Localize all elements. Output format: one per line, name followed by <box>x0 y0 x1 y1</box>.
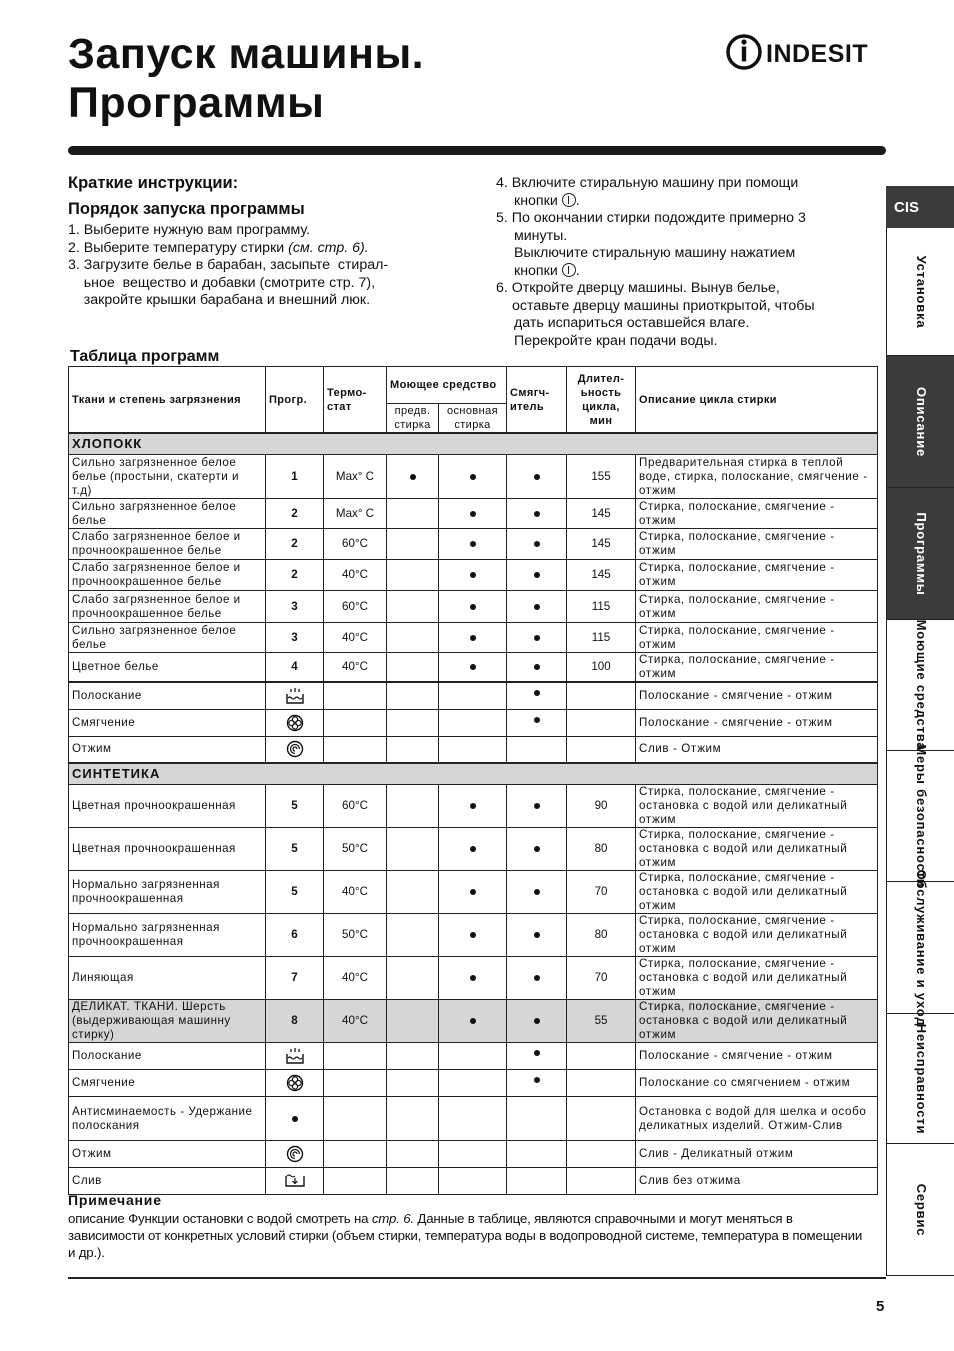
bullet-dot <box>534 511 540 517</box>
spin-icon <box>266 1141 324 1168</box>
table-row <box>69 455 878 499</box>
fabric-cell: Сильно загрязненное белое белье <box>69 499 266 529</box>
softener-cell <box>507 1097 567 1141</box>
spin-icon <box>266 736 324 763</box>
fabric-cell: Цветная прочноокрашенная <box>69 828 266 871</box>
mainwash-cell <box>439 529 507 560</box>
prog-cell: 2 <box>266 560 324 591</box>
prog-cell: 3 <box>266 623 324 653</box>
softener-cell <box>507 871 567 914</box>
duration-cell: 80 <box>567 914 636 957</box>
col-prewash: предв. стирка <box>387 404 439 434</box>
bullet-dot <box>470 846 476 852</box>
col-thermo: Термо-стат <box>324 367 387 434</box>
instruction-line: кнопки . <box>514 192 580 209</box>
prewash-cell <box>387 623 439 653</box>
table-row <box>69 1000 878 1043</box>
mainwash-cell <box>439 914 507 957</box>
duration-cell: 100 <box>567 653 636 683</box>
table-row <box>69 914 878 957</box>
prog-cell: 2 <box>266 529 324 560</box>
note-text: описание Функции остановки с водой смотреть на стр. 6. Данные в таблице, являются справочными и могут меняться в зависимости от конкретных условий стирки (объем стирки, температура воды в водопроводной системе, температура в помещении и др.). <box>68 1211 863 1261</box>
temp-cell: 60°C <box>324 785 387 828</box>
bullet-dot <box>534 1018 540 1024</box>
temp-cell: 40°C <box>324 871 387 914</box>
sidebar-item-label: Установка <box>914 255 929 328</box>
temp-cell: 40°C <box>324 653 387 683</box>
bullet-dot <box>534 932 540 938</box>
prog-cell: 2 <box>266 499 324 529</box>
instruction-line: ьное вещество и добавки (смотрите стр. 7), <box>68 274 376 291</box>
fabric-cell: Сильно загрязненное белое белье (простыни, скатерти и т.д) <box>69 455 266 499</box>
bullet-dot <box>470 541 476 547</box>
table-row <box>69 828 878 871</box>
bullet-dot <box>534 635 540 641</box>
desc-cell: Стирка, полоскание, смягчение - остановка с водой или деликатный отжим <box>636 914 878 957</box>
sidebar-item-label: Описание <box>914 386 929 457</box>
instructions-heading: Краткие инструкции: <box>68 174 239 192</box>
sidebar-item-label: Программы <box>914 511 929 596</box>
bullet-dot <box>534 690 540 696</box>
softener-icon <box>266 709 324 736</box>
desc-cell: Стирка, полоскание, смягчение - отжим <box>636 529 878 560</box>
prog-cell: 1 <box>266 455 324 499</box>
desc-cell: Полоскание со смягчением - отжим <box>636 1070 878 1097</box>
power-icon <box>562 193 576 207</box>
desc-cell: Полоскание - смягчение - отжим <box>636 709 878 736</box>
instruction-line: оставьте дверцу машины приоткрытой, чтобы <box>512 297 815 314</box>
temp-cell: 40°C <box>324 1000 387 1043</box>
sidebar-item[interactable] <box>887 356 954 488</box>
bullet-dot <box>534 474 540 480</box>
instruction-line: 4. Включите стиральную машину при помощи <box>496 175 799 191</box>
duration-cell: 55 <box>567 1000 636 1043</box>
bullet-dot <box>534 1050 540 1056</box>
desc-cell: Стирка, полоскание, смягчение - отжим <box>636 560 878 591</box>
prog-cell: 7 <box>266 957 324 1000</box>
bullet-dot <box>470 803 476 809</box>
softener-cell <box>507 1043 567 1070</box>
sidebar-item-label: Меры безопасности <box>914 744 929 888</box>
prewash-cell <box>387 560 439 591</box>
mainwash-cell <box>439 653 507 683</box>
bullet-dot <box>470 1018 476 1024</box>
bullet-dot <box>470 474 476 480</box>
instruction-line: 2. Выберите температуру стирки (см. стр. 6). <box>68 239 369 256</box>
softener-cell <box>507 1000 567 1043</box>
desc-cell: Стирка, полоскание, смягчение - остановка с водой или деликатный отжим <box>636 828 878 871</box>
mainwash-cell <box>439 455 507 499</box>
fabric-cell: Смягчение <box>69 1070 266 1097</box>
bullet-dot <box>534 975 540 981</box>
temp-cell: 60°C <box>324 591 387 623</box>
instruction-line: дать испариться оставшейся влаге. <box>514 315 750 331</box>
fabric-cell: Полоскание <box>69 1043 266 1070</box>
bullet-dot <box>534 572 540 578</box>
instruction-line: Выключите стиральную машину нажатием <box>514 245 796 261</box>
language-tab[interactable]: CIS <box>886 186 954 228</box>
instruction-line: 3. Загрузите белье в барабан, засыпьте стирал- <box>68 257 389 273</box>
bullet-dot <box>470 604 476 610</box>
bullet-dot <box>534 717 540 723</box>
desc-cell: Стирка, полоскание, смягчение - отжим <box>636 623 878 653</box>
desc-cell: Полоскание - смягчение - отжим <box>636 682 878 709</box>
bullet-dot <box>534 541 540 547</box>
desc-cell: Стирка, полоскание, смягчение - остановка с водой или деликатный отжим <box>636 871 878 914</box>
fabric-cell: Смягчение <box>69 709 266 736</box>
duration-cell: 145 <box>567 529 636 560</box>
instruction-line: 5. По окончании стирки подождите примерно 3 <box>496 210 806 226</box>
softener-cell <box>507 736 567 763</box>
fabric-cell: Слабо загрязненное белое и прочноокрашенное белье <box>69 560 266 591</box>
softener-cell <box>507 455 567 499</box>
mainwash-cell <box>439 871 507 914</box>
bullet-dot <box>534 889 540 895</box>
dot <box>266 1097 324 1141</box>
mainwash-cell <box>439 785 507 828</box>
bullet-dot <box>534 604 540 610</box>
duration-cell: 70 <box>567 871 636 914</box>
bullet-dot <box>470 889 476 895</box>
fabric-cell: Линяющая <box>69 957 266 1000</box>
bullet-dot <box>534 803 540 809</box>
desc-cell: Стирка, полоскание, смягчение - отжим <box>636 591 878 623</box>
mainwash-cell <box>439 560 507 591</box>
col-detergent: Моющее средство <box>387 367 507 404</box>
duration-cell: 70 <box>567 957 636 1000</box>
fabric-cell: Отжим <box>69 1141 266 1168</box>
section-sidebar <box>886 186 954 1276</box>
mainwash-cell <box>439 499 507 529</box>
table-row <box>69 1168 878 1195</box>
section-cotton: ХЛОПОКК <box>69 433 878 455</box>
page-number: 5 <box>876 1298 885 1315</box>
fabric-cell: Нормально загрязненная прочноокрашенная <box>69 871 266 914</box>
section-synthetics: СИНТЕТИКА <box>69 763 878 785</box>
desc-cell: Стирка, полоскание, смягчение - отжим <box>636 499 878 529</box>
temp-cell: Max° C <box>324 499 387 529</box>
instruction-line: кнопки . <box>514 262 580 279</box>
table-row <box>69 709 878 736</box>
prog-cell: 6 <box>266 914 324 957</box>
footer-rule <box>68 1277 886 1279</box>
fabric-cell: Слив <box>69 1168 266 1195</box>
fabric-cell: ДЕЛИКАТ. ТКАНИ. Шерсть (выдерживающая машинну стирку) <box>69 1000 266 1043</box>
temp-cell: Max° C <box>324 455 387 499</box>
table-row <box>69 1070 878 1097</box>
softener-cell <box>507 828 567 871</box>
table-row <box>69 1097 878 1141</box>
indesit-logo <box>726 31 891 75</box>
col-fabric: Ткани и степень загрязнения <box>69 367 266 434</box>
bullet-dot <box>470 635 476 641</box>
temp-cell: 40°C <box>324 623 387 653</box>
instruction-line: Перекройте кран подачи воды. <box>514 332 718 349</box>
sidebar-item[interactable] <box>887 1144 954 1276</box>
table-row <box>69 871 878 914</box>
desc-cell: Слив без отжима <box>636 1168 878 1195</box>
softener-cell <box>507 957 567 1000</box>
desc-cell: Стирка, полоскание, смягчение - отжим <box>636 653 878 683</box>
prewash-cell <box>387 591 439 623</box>
mainwash-cell <box>439 1000 507 1043</box>
prewash-cell <box>387 653 439 683</box>
softener-cell <box>507 1070 567 1097</box>
sidebar-item[interactable] <box>887 869 954 1026</box>
col-duration: Длител-ьность цикла, мин <box>567 367 636 434</box>
desc-cell: Полоскание - смягчение - отжим <box>636 1043 878 1070</box>
softener-cell <box>507 682 567 709</box>
bullet-dot <box>410 474 416 480</box>
sidebar-item[interactable] <box>887 620 954 751</box>
table-row <box>69 1043 878 1070</box>
mainwash-cell <box>439 957 507 1000</box>
softener-cell <box>507 623 567 653</box>
prewash-cell <box>387 499 439 529</box>
table-row <box>69 957 878 1000</box>
prog-cell: 5 <box>266 785 324 828</box>
bullet-dot <box>470 511 476 517</box>
desc-cell: Стирка, полоскание, смягчение - остановка с водой или деликатный отжим <box>636 785 878 828</box>
fabric-cell: Отжим <box>69 736 266 763</box>
page-title-line2: Программы <box>68 79 325 127</box>
table-caption: Таблица программ <box>70 348 220 365</box>
prog-cell: 3 <box>266 591 324 623</box>
desc-cell: Стирка, полоскание, смягчение - остановка с водой или деликатный отжим <box>636 1000 878 1043</box>
prog-cell: 5 <box>266 871 324 914</box>
softener-cell <box>507 499 567 529</box>
duration-cell: 155 <box>567 455 636 499</box>
table-row <box>69 529 878 560</box>
page-title <box>68 30 424 128</box>
col-softener: Смягч-итель <box>507 367 567 434</box>
prog-cell: 5 <box>266 828 324 871</box>
desc-cell: Стирка, полоскание, смягчение - остановка с водой или деликатный отжим <box>636 957 878 1000</box>
temp-cell: 50°C <box>324 828 387 871</box>
fabric-cell: Слабо загрязненное белое и прочноокрашенное белье <box>69 591 266 623</box>
table-row <box>69 560 878 591</box>
fabric-cell: Нормально загрязненная прочноокрашенная <box>69 914 266 957</box>
temp-cell: 40°C <box>324 957 387 1000</box>
temp-cell: 60°C <box>324 529 387 560</box>
duration-cell: 80 <box>567 828 636 871</box>
sidebar-item-label: Неисправности <box>914 1023 929 1134</box>
duration-cell: 145 <box>567 560 636 591</box>
softener-icon <box>266 1070 324 1097</box>
sidebar-item-label: Обслуживание и уход <box>914 869 929 1026</box>
drain-icon <box>266 1168 324 1195</box>
softener-cell <box>507 914 567 957</box>
duration-cell: 145 <box>567 499 636 529</box>
mainwash-cell <box>439 828 507 871</box>
fabric-cell: Цветное белье <box>69 653 266 683</box>
col-mainwash: основная стирка <box>439 404 507 434</box>
col-prog: Прогр. <box>266 367 324 434</box>
mainwash-cell <box>439 623 507 653</box>
instructions-right <box>496 175 815 350</box>
duration-cell: 115 <box>567 591 636 623</box>
prog-cell: 8 <box>266 1000 324 1043</box>
desc-cell: Предварительная стирка в теплой воде, стирка, полоскание, смягчение - отжим <box>636 455 878 499</box>
sidebar-item[interactable] <box>887 1014 954 1144</box>
bullet-dot <box>534 846 540 852</box>
temp-cell: 40°C <box>324 560 387 591</box>
rinse-icon <box>266 682 324 709</box>
bullet-dot <box>534 664 540 670</box>
bullet-dot <box>470 975 476 981</box>
instruction-line: 1. Выберите нужную вам программу. <box>68 222 311 238</box>
header-rule <box>68 146 886 155</box>
temp-cell: 50°C <box>324 914 387 957</box>
power-icon <box>562 263 576 277</box>
instruction-line: 6. Откройте дверцу машины. Вынув белье, <box>496 280 780 296</box>
table-row <box>69 499 878 529</box>
table-row <box>69 785 878 828</box>
duration-cell: 90 <box>567 785 636 828</box>
sidebar-item[interactable] <box>887 744 954 888</box>
sidebar-item-label: Моющие средства <box>914 619 929 751</box>
instruction-line: минуты. <box>514 227 568 244</box>
note-heading: Примечание <box>68 1192 162 1208</box>
softener-cell <box>507 560 567 591</box>
fabric-cell: Полоскание <box>69 682 266 709</box>
softener-cell <box>507 653 567 683</box>
mainwash-cell <box>439 591 507 623</box>
table-row <box>69 623 878 653</box>
table-row <box>69 653 878 683</box>
duration-cell: 115 <box>567 623 636 653</box>
fabric-cell: Слабо загрязненное белое и прочноокрашенное белье <box>69 529 266 560</box>
page-ref: (см. стр. 6). <box>288 239 369 256</box>
bullet-dot <box>534 1077 540 1083</box>
softener-cell <box>507 1141 567 1168</box>
desc-cell: Слив - Отжим <box>636 736 878 763</box>
col-desc: Описание цикла стирки <box>636 367 878 434</box>
instruction-line: закройте крышки барабана и внешний люк. <box>68 292 371 308</box>
sidebar-item-label: Сервис <box>914 1183 929 1236</box>
bullet-dot <box>470 572 476 578</box>
desc-cell: Остановка с водой для шелка и особо деликатных изделий. Отжим-Слив <box>636 1097 878 1141</box>
instructions-left <box>68 222 388 310</box>
brand-name: INDESIT <box>766 40 869 68</box>
softener-cell <box>507 529 567 560</box>
prewash-cell <box>387 455 439 499</box>
bullet-dot <box>470 932 476 938</box>
start-procedure-heading: Порядок запуска программы <box>68 200 305 218</box>
table-row <box>69 736 878 763</box>
softener-cell <box>507 1168 567 1195</box>
prog-cell: 4 <box>266 653 324 683</box>
fabric-cell: Антисминаемость - Удержание полоскания <box>69 1097 266 1141</box>
softener-cell <box>507 785 567 828</box>
sidebar-item[interactable] <box>887 488 954 620</box>
rinse-icon <box>266 1043 324 1070</box>
sidebar-item[interactable] <box>887 228 954 356</box>
table-row <box>69 591 878 623</box>
table-row <box>69 682 878 709</box>
bullet-dot <box>470 664 476 670</box>
fabric-cell: Сильно загрязненное белое белье <box>69 623 266 653</box>
softener-cell <box>507 591 567 623</box>
note-page-ref: стр. 6. <box>371 1211 414 1226</box>
softener-cell <box>507 709 567 736</box>
page-title-line1: Запуск машины. <box>68 30 425 78</box>
table-row <box>69 1141 878 1168</box>
prewash-cell <box>387 529 439 560</box>
programs-table <box>68 366 878 1195</box>
desc-cell: Слив - Деликатный отжим <box>636 1141 878 1168</box>
fabric-cell: Цветная прочноокрашенная <box>69 785 266 828</box>
